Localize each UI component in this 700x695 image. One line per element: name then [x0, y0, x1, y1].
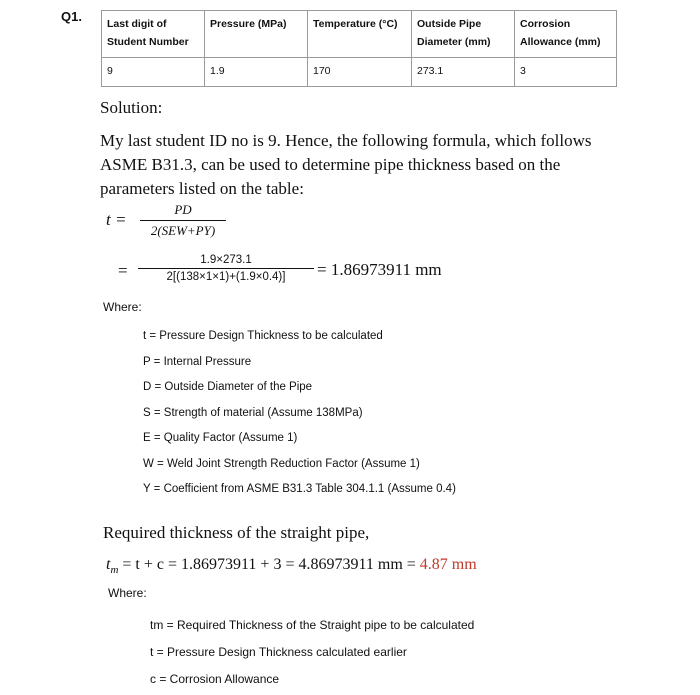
tm-symbol: t	[106, 556, 111, 573]
required-expression: = t + c = 1.86973911 + 3 = 4.86973911 mm =	[118, 556, 420, 573]
definition-item: W = Weld Joint Strength Reduction Factor (Assume 1)	[143, 457, 420, 470]
definition-item: S = Strength of material (Assume 138MPa)	[143, 406, 363, 419]
definition-item: t = Pressure Design Thickness to be calculated	[143, 330, 383, 342]
header-corrosion-allowance: Corrosion Allowance (mm)	[515, 11, 617, 58]
intro-line-2: ASME B31.3, can be used to determine pipe thickness based on the	[100, 155, 561, 174]
variable-definitions-2	[150, 612, 474, 693]
parameters-table	[101, 10, 617, 87]
final-answer: 4.87 mm	[419, 556, 477, 573]
definition-item: P = Internal Pressure	[143, 355, 252, 368]
definition-item: D = Outside Diameter of the Pipe	[143, 381, 313, 393]
header-temperature: Temperature (°C)	[308, 11, 412, 58]
formula1-denominator: 2(SEW+PY)	[150, 223, 216, 238]
formula2-numerator: 1.9×273.1	[200, 254, 252, 266]
question-number: Q1.	[61, 9, 82, 24]
solution-heading: Solution:	[100, 98, 163, 117]
definition-item: tm = Required Thickness of the Straight pipe to be calculated	[150, 618, 475, 632]
table-value-row	[102, 58, 617, 87]
table-header-row	[102, 11, 617, 58]
value-corrosion-allowance: 3	[515, 58, 617, 87]
value-outside-diameter: 273.1	[412, 58, 515, 87]
formula1-numerator: PD	[174, 202, 192, 217]
tm-subscript: m	[110, 564, 119, 577]
required-thickness-heading: Required thickness of the straight pipe,	[103, 523, 370, 542]
formula-pipe-thickness	[140, 202, 226, 239]
value-pressure: 1.9	[205, 58, 308, 87]
definition-item: c = Corrosion Allowance	[150, 672, 280, 686]
value-temperature: 170	[308, 58, 412, 87]
value-student-number: 9	[102, 58, 205, 87]
formula-substitution	[138, 254, 314, 283]
header-outside-diameter: Outside Pipe Diameter (mm)	[412, 11, 515, 58]
required-thickness-formula	[106, 556, 477, 576]
definition-item: t = Pressure Design Thickness calculated earlier	[150, 645, 407, 659]
variable-definitions	[143, 324, 456, 503]
intro-line-3: parameters listed on the table:	[100, 179, 304, 198]
formula2-equals: =	[118, 261, 128, 280]
formula2-result: = 1.86973911 mm	[317, 260, 442, 279]
definition-item: Y = Coefficient from ASME B31.3 Table 304.1.1 (Assume 0.4)	[143, 483, 456, 495]
where-label-2: Where:	[108, 586, 147, 600]
definition-item: E = Quality Factor (Assume 1)	[143, 432, 298, 444]
intro-line-1: My last student ID no is 9. Hence, the following formula, which follows	[100, 131, 592, 150]
header-student-number: Last digit of Student Number	[102, 11, 205, 58]
header-pressure: Pressure (MPa)	[205, 11, 308, 58]
formula-t-lhs: t =	[106, 210, 127, 229]
formula2-denominator: 2[(138×1×1)+(1.9×0.4)]	[166, 271, 286, 283]
where-label: Where:	[103, 300, 142, 314]
